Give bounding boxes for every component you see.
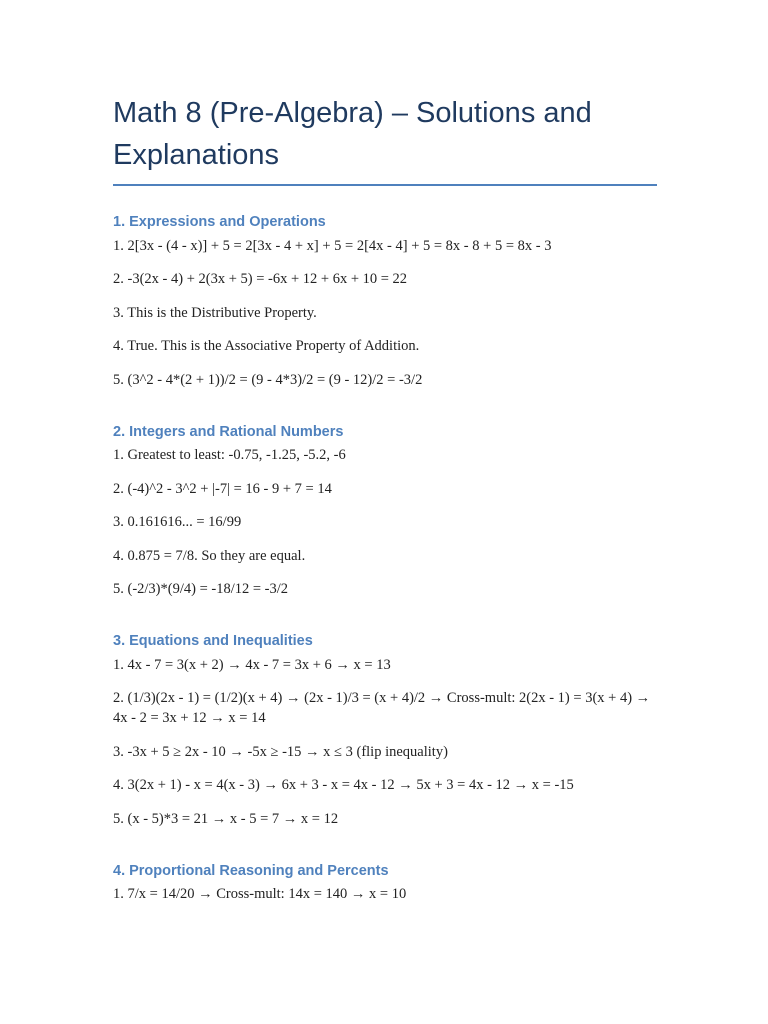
section-heading: 3. Equations and Inequalities xyxy=(113,633,313,649)
section-equations-and-inequalities xyxy=(113,631,657,829)
solution-item: 1. 2[3x - (4 - x)] + 5 = 2[3x - 4 + x] + 5 = 2[4x - 4] + 5 = 8x - 8 + 5 = 8x - 3 xyxy=(113,237,552,254)
solution-item: 2. (1/3)(2x - 1) = (1/2)(x + 4) → (2x - 1)/3 = (x + 4)/2 → Cross-mult: 2(2x - 1) = 3(x + 4) → 4x - 2 = 3x + 12 → x = 14 xyxy=(113,690,651,726)
section-heading: 4. Proportional Reasoning and Percents xyxy=(113,862,389,879)
document-page xyxy=(113,92,657,904)
solution-item: 3. This is the Distributive Property. xyxy=(113,304,317,321)
solution-item: 1. Greatest to least: -0.75, -1.25, -5.2, -6 xyxy=(113,447,346,463)
section-integers-and-rational-numbers xyxy=(113,422,657,600)
solution-item: 4. 3(2x + 1) - x = 4(x - 3) → 6x + 3 - x = 4x - 12 → 5x + 3 = 4x - 12 → x = -15 xyxy=(113,777,574,793)
solution-item: 1. 7/x = 14/20 → Cross-mult: 14x = 140 → x = 10 xyxy=(113,886,407,902)
solution-item: 2. (-4)^2 - 3^2 + |-7| = 16 - 9 + 7 = 14 xyxy=(113,480,332,497)
solution-item: 5. (x - 5)*3 = 21 → x - 5 = 7 → x = 12 xyxy=(113,810,339,827)
section-proportional-reasoning-and-percents xyxy=(113,861,657,905)
solution-item: 5. (3^2 - 4*(2 + 1))/2 = (9 - 4*3)/2 = (9 - 12)/2 = -3/2 xyxy=(113,371,423,388)
section-heading: 2. Integers and Rational Numbers xyxy=(113,423,344,440)
solution-item: 4. True. This is the Associative Property of Addition. xyxy=(113,338,420,354)
solution-item: 1. 4x - 7 = 3(x + 2) → 4x - 7 = 3x + 6 → x = 13 xyxy=(113,656,391,673)
section-heading: 1. Expressions and Operations xyxy=(113,214,326,230)
solution-item: 3. -3x + 5 ≥ 2x - 10 → -5x ≥ -15 → x ≤ 3 (flip inequality) xyxy=(113,743,448,760)
section-expressions-and-operations xyxy=(113,212,657,390)
solution-item: 3. 0.161616... = 16/99 xyxy=(113,514,242,530)
document-title: Math 8 (Pre-Algebra) – Solutions and Explanations xyxy=(113,92,657,186)
solution-item: 2. -3(2x - 4) + 2(3x + 5) = -6x + 12 + 6x + 10 = 22 xyxy=(113,271,408,287)
solution-item: 4. 0.875 = 7/8. So they are equal. xyxy=(113,547,306,564)
solution-item: 5. (-2/3)*(9/4) = -18/12 = -3/2 xyxy=(113,581,289,597)
